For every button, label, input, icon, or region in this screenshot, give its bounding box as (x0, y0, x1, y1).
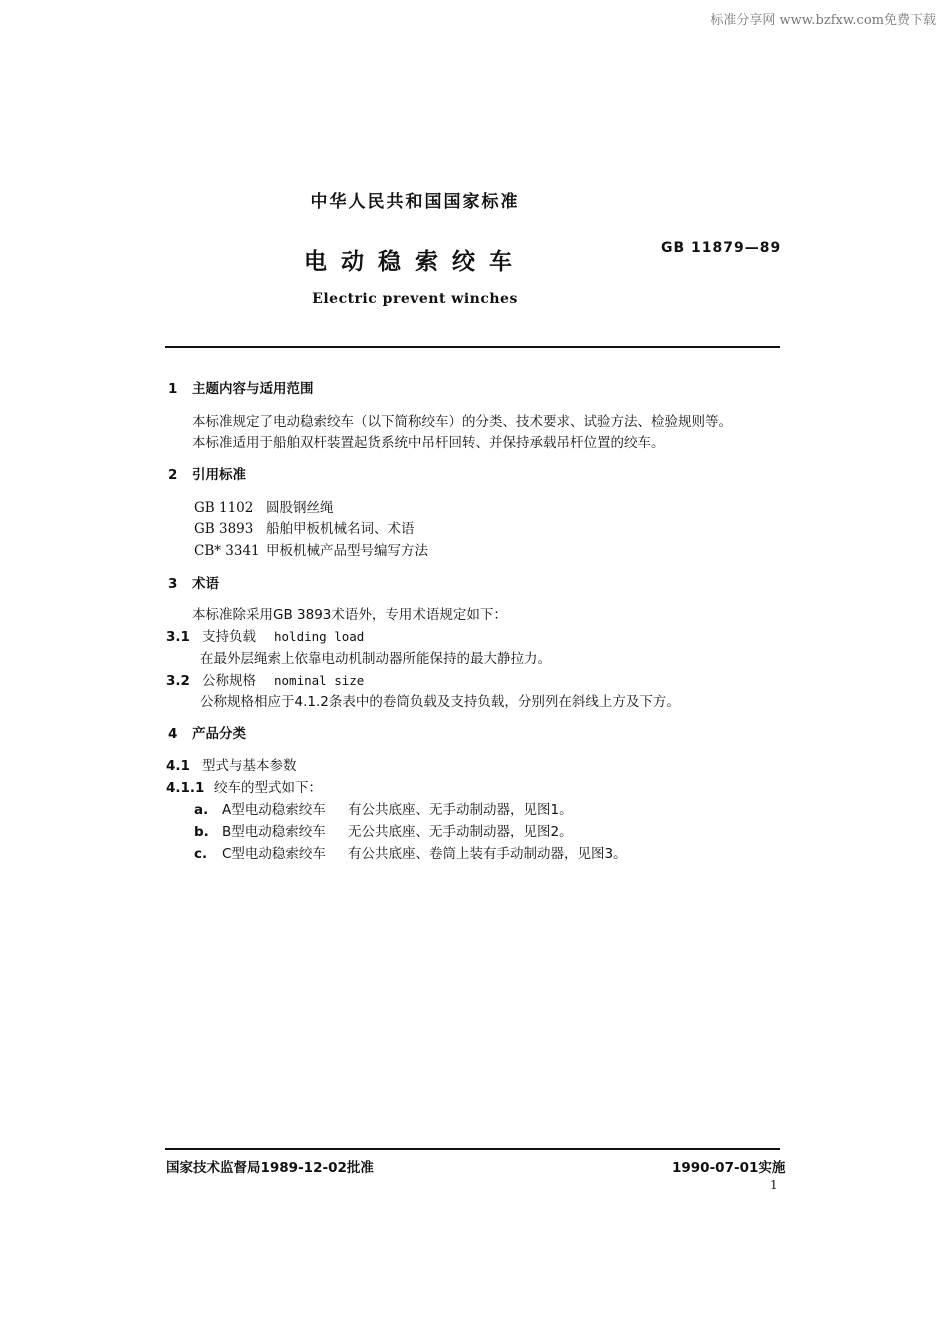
standard-number: GB 11879—89 (661, 240, 782, 256)
list-marker: b. (194, 824, 209, 840)
type-description: 无公共底座、无手动制动器，见图2。 (348, 824, 573, 840)
section-number: 3 (168, 576, 178, 592)
list-marker: c. (194, 846, 208, 862)
term-3-2-definition: 公称规格相应于4.1.2条表中的卷筒负载及支持负载，分别列在斜线上方及下方。 (200, 694, 680, 710)
reference-code: GB 1102 (194, 500, 254, 516)
reference-name: 圆股钢丝绳 (266, 500, 334, 516)
term-3-2-heading (166, 669, 364, 689)
reference-code: GB 3893 (194, 521, 254, 537)
document-title: 电动稳索绞车 (304, 249, 526, 275)
section-1-paragraph-2: 本标准适用于船舶双杆装置起货系统中吊杆回转、并保持承载吊杆位置的绞车。 (192, 435, 665, 451)
watermark: 标准分享网 www.bzfxw.com免费下载 (710, 13, 936, 28)
term-3-1-heading (166, 625, 364, 645)
section-3-heading (168, 572, 219, 592)
clause-title: 绞车的型式如下： (214, 780, 322, 796)
type-name: C型电动稳索绞车 (222, 846, 326, 862)
section-1-paragraph-1: 本标准规定了电动稳索绞车（以下简称绞车）的分类、技术要求、试验方法、检验规则等。 (192, 414, 732, 430)
reference-name: 船舶甲板机械名词、术语 (266, 521, 415, 537)
clause-number: 3.1 (166, 629, 190, 645)
section-title: 术语 (192, 576, 219, 592)
reference-name: 甲板机械产品型号编写方法 (266, 543, 428, 559)
section-title: 主题内容与适用范围 (192, 381, 314, 397)
list-item (194, 842, 627, 862)
clause-title: 型式与基本参数 (202, 758, 297, 774)
effective-date: 1990-07-01实施 (672, 1160, 786, 1176)
clause-4-1-heading (166, 754, 297, 774)
list-marker: a. (194, 802, 209, 818)
footer-divider (165, 1148, 780, 1150)
term-name: 支持负载 (202, 629, 256, 645)
clause-4-1-1-heading (166, 776, 322, 796)
reference-item (194, 539, 428, 559)
section-2-heading (168, 463, 246, 483)
header-divider (165, 346, 780, 348)
section-number: 1 (168, 381, 178, 397)
section-title: 产品分类 (192, 726, 246, 742)
clause-number: 3.2 (166, 673, 190, 689)
section-3-intro: 本标准除采用GB 3893术语外，专用术语规定如下： (192, 607, 507, 623)
term-english: nominal size (274, 673, 365, 688)
reference-item (194, 496, 334, 516)
section-number: 2 (168, 467, 178, 483)
type-description: 有公共底座、无手动制动器，见图1。 (348, 802, 573, 818)
standard-org-title: 中华人民共和国国家标准 (310, 192, 520, 212)
reference-code: CB* 3341 (194, 543, 260, 559)
type-description: 有公共底座、卷筒上装有手动制动器，见图3。 (348, 846, 627, 862)
approval-date: 国家技术监督局1989-12-02批准 (166, 1160, 374, 1176)
document-title-english: Electric prevent winches (312, 291, 518, 307)
page-number: 1 (770, 1178, 778, 1192)
list-item (194, 798, 573, 818)
type-name: A型电动稳索绞车 (222, 802, 326, 818)
type-name: B型电动稳索绞车 (222, 824, 326, 840)
section-number: 4 (168, 726, 178, 742)
list-item (194, 820, 573, 840)
reference-item (194, 517, 415, 537)
section-1-heading (168, 377, 314, 397)
term-english: holding load (274, 629, 365, 644)
clause-number: 4.1.1 (166, 780, 205, 796)
term-3-1-definition: 在最外层绳索上依靠电动机制动器所能保持的最大静拉力。 (200, 651, 551, 667)
section-4-heading (168, 722, 246, 742)
section-title: 引用标准 (192, 467, 246, 483)
term-name: 公称规格 (202, 673, 256, 689)
clause-number: 4.1 (166, 758, 190, 774)
